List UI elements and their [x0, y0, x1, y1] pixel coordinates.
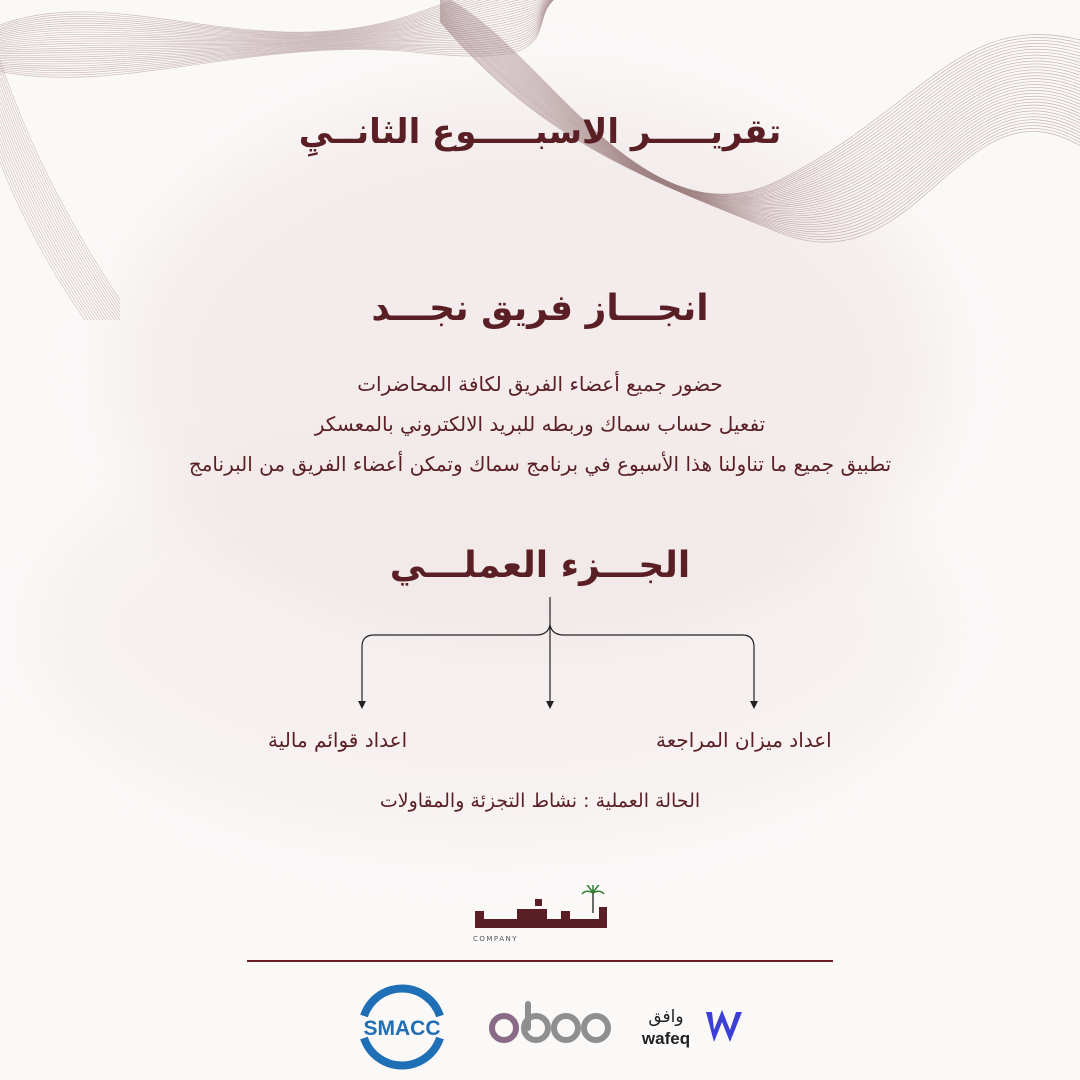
report-title: تقريـــــر الاسبـــــوع الثانــيِ	[298, 112, 782, 152]
arrow-head-center	[546, 701, 554, 709]
achievement-item: تفعيل حساب سماك وربطه للبريد الالكتروني بالمعسكر	[314, 412, 766, 436]
wave-line	[0, 120, 120, 320]
decorative-waves	[0, 0, 1080, 320]
arrow-head-right	[750, 701, 758, 709]
wafeq-arabic-text: وافق	[648, 1007, 684, 1027]
najd-logo-tagline: COMPANY	[473, 935, 519, 943]
wave-line	[0, 102, 120, 320]
wave-line	[440, 9, 1080, 208]
case-study-text: الحالة العملية : نشاط التجزئة والمقاولات	[379, 790, 701, 812]
najd-company-logo	[465, 885, 615, 945]
wafeq-english-text: wafeq	[641, 1029, 691, 1048]
wave-line	[0, 66, 120, 304]
achievement-item: حضور جميع أعضاء الفريق لكافة المحاضرات	[357, 372, 723, 396]
wave-line	[0, 162, 120, 320]
wafeq-w-mark-icon	[706, 1010, 742, 1042]
odoo-logo	[484, 1000, 614, 1050]
team-achievement-heading: انجـــاز فريق نجـــد	[371, 288, 709, 329]
arrow-head-left	[358, 701, 366, 709]
achievement-item: تطبيق جميع ما تناولنا هذا الأسبوع في برنامج سماك وتمكن أعضاء الفريق من البرنامج	[188, 452, 892, 476]
wave-line	[0, 60, 120, 300]
branch-label-trial-balance: اعداد ميزان المراجعة	[656, 728, 832, 752]
wave-line	[440, 0, 1080, 195]
wafeq-logo	[640, 998, 752, 1054]
branch-left-curve	[362, 625, 550, 703]
practical-part-heading: الجـــزء العملـــي	[389, 545, 691, 586]
smacc-logo	[350, 982, 454, 1072]
branch-label-financial-statements: اعداد قوائم مالية	[268, 728, 408, 752]
branch-diagram	[340, 595, 780, 715]
footer-divider	[247, 960, 833, 962]
smacc-logo-text: SMACC	[363, 1017, 441, 1040]
branch-right-curve	[550, 625, 754, 703]
wave-line	[0, 96, 120, 320]
